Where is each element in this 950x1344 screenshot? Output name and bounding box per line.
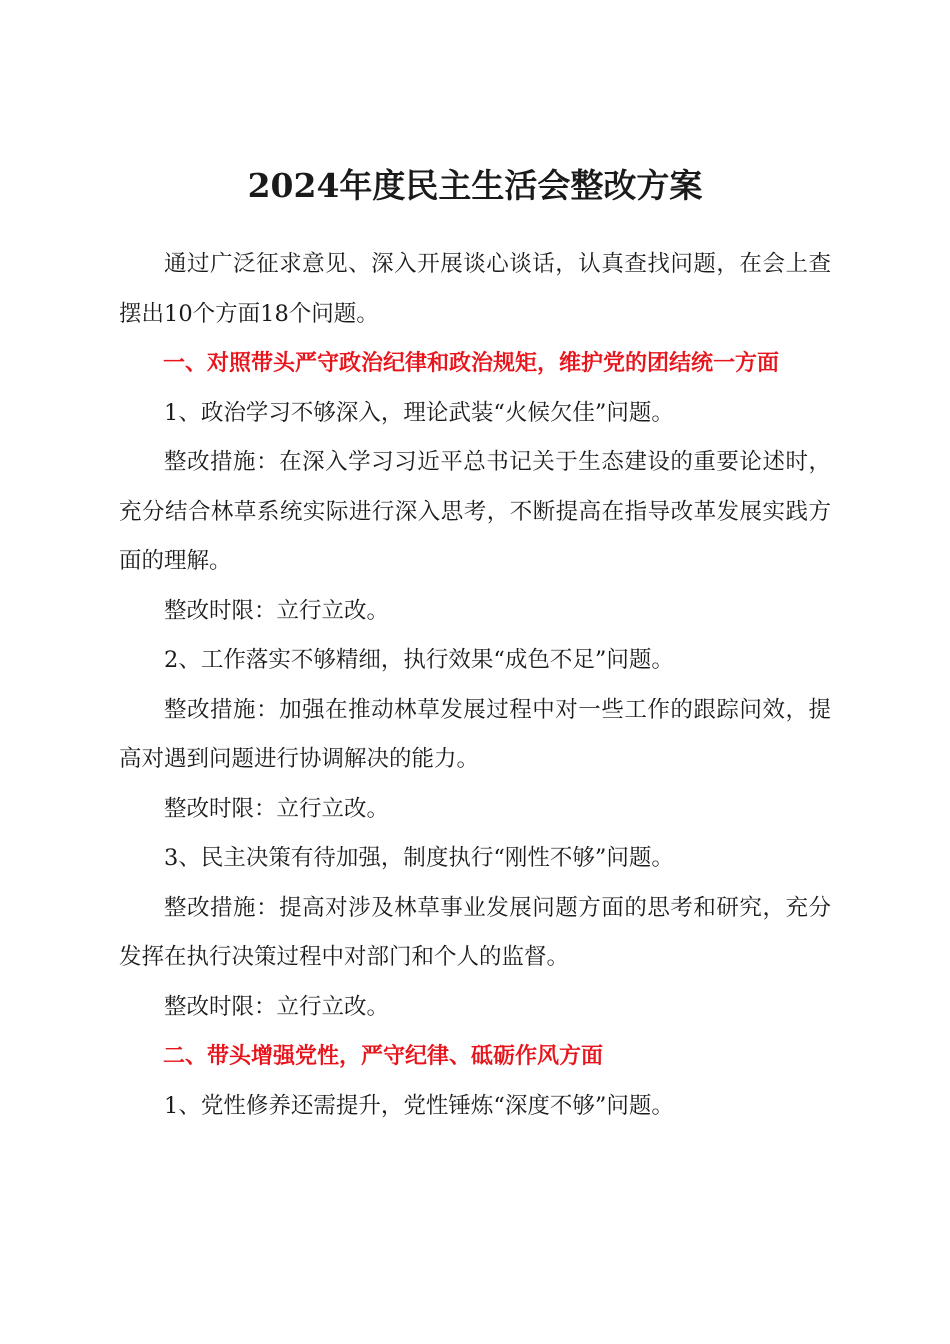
problem-1-3: 3、民主决策有待加强，制度执行“刚性不够”问题。 bbox=[164, 845, 674, 871]
deadline-1-1: 整改时限：立行立改。 bbox=[164, 597, 390, 624]
deadline-1-2: 整改时限：立行立改。 bbox=[164, 795, 390, 822]
document-body bbox=[119, 240, 831, 1131]
section-heading-2: 二、带头增强党性，严守纪律、砥砺作风方面 bbox=[163, 1044, 604, 1069]
measure-1-2: 整改措施：加强在推动林草发展过程中对一些工作的跟踪问效，提高对遇到问题进行协调解决的能力。 bbox=[119, 696, 831, 772]
deadline-1-3: 整改时限：立行立改。 bbox=[164, 993, 390, 1020]
section-heading-1: 一、对照带头严守政治纪律和政治规矩，维护党的团结统一方面 bbox=[163, 351, 780, 376]
intro-paragraph: 通过广泛征求意见、深入开展谈心谈话，认真查找问题，在会上查摆出10个方面18个问题。 bbox=[119, 251, 831, 327]
problem-1-1: 1、政治学习不够深入，理论武装“火候欠佳”问题。 bbox=[164, 399, 674, 426]
document-title: 2024年度民主生活会整改方案 bbox=[247, 166, 703, 205]
measure-1-3: 整改措施：提高对涉及林草事业发展问题方面的思考和研究，充分发挥在执行决策过程中对部门和个人的监督。 bbox=[119, 894, 831, 970]
problem-1-2: 2、工作落实不够精细，执行效果“成色不足”问题。 bbox=[164, 647, 674, 673]
problem-2-1: 1、党性修养还需提升，党性锤炼“深度不够”问题。 bbox=[164, 1092, 674, 1119]
measure-1-1: 整改措施：在深入学习习近平总书记关于生态建设的重要论述时，充分结合林草系统实际进行深入思考，不断提高在指导改革发展实践方面的理解。 bbox=[119, 449, 831, 574]
